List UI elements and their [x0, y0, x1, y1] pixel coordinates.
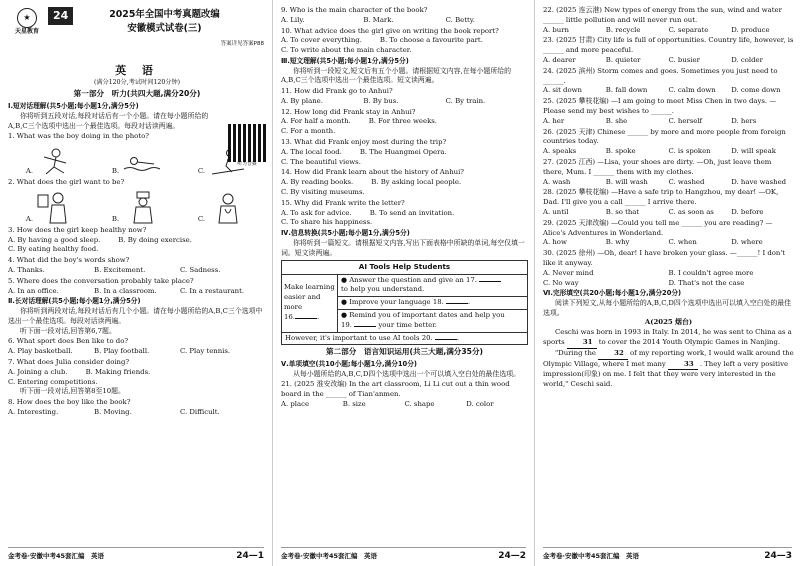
qr-note: 听力音频 [237, 162, 257, 167]
question-27: 27. (2025 江西) —Lisa, your shoes are dirty. —Oh, just leave them there, Mum. I ______ them with my clothes. [543, 157, 772, 176]
option-b[interactable]: B. To send an invitation. [369, 208, 455, 217]
table-text: ● Improve your language 18. [341, 298, 444, 307]
option-b[interactable]: B. spoke [605, 147, 636, 156]
question-23: 23. (2025 甘肃) City life is full of opportunities. Country life, however, is ______ and more peaceful. [543, 36, 794, 55]
question-2: 2. What does the girl want to be? [8, 178, 125, 187]
table-title: AI Tools Help Students [282, 261, 527, 274]
column-3 [535, 0, 800, 566]
question-29: 29. (2025 天津改编) —Could you tell me ______ you are reading? —Alice's Adventures in Wonderland. [543, 218, 773, 237]
question-24: 24. (2025 滨州) Storm comes and goes. Sometimes you just need to ______. [543, 66, 778, 85]
passage-paragraph-2 [543, 349, 794, 390]
option-a[interactable]: A. Never mind [543, 268, 594, 277]
table-row [282, 275, 527, 333]
question-4-options [8, 266, 266, 276]
question-15: 15. Why did Frank write the letter? [281, 198, 405, 207]
section-5-title: Ⅴ.单项填空(共10小题;每小题1分,满分10分) [281, 360, 417, 369]
option-b[interactable]: B. Excitement. [94, 266, 146, 275]
question-28-options [543, 208, 794, 218]
question-25: 25. (2025 攀枝花编) —I am going to meet Miss Chen in two days. —Please send my best wishes to ______. [543, 97, 777, 115]
option-c[interactable]: C. In a restaurant. [180, 286, 245, 295]
option-b[interactable]: B. Moving. [94, 407, 132, 416]
question-25-options [543, 117, 794, 127]
blank-16-label: 16. [284, 312, 295, 321]
option-b[interactable]: B. By bus. [363, 96, 399, 105]
option-a[interactable]: A. Thanks. [8, 266, 45, 275]
question-12: 12. How long did Frank stay in Anhui? [281, 107, 416, 116]
option-b[interactable]: B. For three weeks. [368, 117, 437, 126]
option-a[interactable]: A. By reading books. [281, 178, 354, 187]
option-c[interactable]: C. The beautiful views. [281, 157, 361, 166]
table-text: ● Remind you of important dates and help you [341, 310, 505, 319]
option-b[interactable]: B. fall down [605, 86, 648, 95]
option-a[interactable]: A. place [281, 400, 310, 409]
question-13-options [281, 148, 528, 158]
table-text: your time better. [378, 320, 437, 329]
option-a[interactable]: A. dearer [543, 55, 576, 64]
question-27-options [543, 178, 794, 188]
table-text: ● Answer the question and give an 17. [341, 275, 477, 284]
question-7: 7. What does Julia consider doing? [8, 357, 130, 366]
option-a[interactable]: A. To cover everything. [281, 36, 362, 45]
footer-text: 金考卷·安徽中考45套汇编 英语 [8, 552, 105, 560]
option-c[interactable]: C. For a month. [281, 127, 336, 136]
table-left-text: Make learning easier and more [284, 283, 335, 312]
section-2-title: Ⅱ.长对话理解(共5小题;每小题1分,满分5分) [8, 297, 141, 306]
option-a-image: A. [26, 147, 76, 177]
option-c[interactable]: C. when [668, 238, 697, 247]
passage-title: A(2025 烟台) [644, 318, 693, 327]
option-a[interactable]: A. Joining a club. [8, 367, 68, 376]
question-4: 4. What did the boy's words show? [8, 256, 130, 265]
question-1: 1. What was the boy doing in the photo? [8, 132, 149, 141]
option-d[interactable]: D. That's not the case [668, 278, 745, 287]
option-b-image: B. [112, 191, 162, 225]
page-number: 24—2 [498, 551, 526, 562]
option-a[interactable]: A. By having a good sleep. [8, 235, 101, 244]
section-1-title: Ⅰ.短对话理解(共5小题;每小题1分,满分5分) [8, 102, 139, 111]
question-8-options [8, 408, 266, 418]
header [8, 5, 266, 63]
option-a[interactable]: A. Interesting. [8, 407, 59, 416]
option-b[interactable]: B. Making friends. [85, 367, 151, 376]
question-22: 22. (2025 连云港) New types of energy from the sun, wind and water ______ little pollution and will never run out. [543, 6, 782, 24]
part-1-title: 第一部分 听力(共四大题,满分20分) [73, 89, 201, 99]
question-10: 10. What advice does the girl give on writing the book report? [281, 26, 499, 35]
question-3-options [8, 236, 266, 246]
option-c[interactable]: C. shape [404, 400, 435, 409]
passage-paragraph-1 [543, 328, 794, 349]
question-24-options [543, 86, 794, 96]
question-5-options [8, 287, 266, 297]
option-b[interactable]: B. Play football. [94, 347, 150, 356]
question-7-options [8, 368, 266, 378]
option-b[interactable]: B. quieter [605, 55, 641, 64]
question-28: 28. (2025 攀枝花编) —Have a safe trip to Hangzhou, my dear! —OK, Dad. I'll give you a call ______ I arrive there. [543, 188, 779, 207]
option-b[interactable]: B. she [605, 116, 628, 125]
section-2-sub1: 听下面一段对话,回答第6,7题。 [20, 326, 116, 335]
question-30-options [543, 269, 794, 279]
option-d[interactable]: D. before [731, 207, 764, 216]
qr-code-icon [228, 124, 266, 162]
question-15-options [281, 209, 528, 219]
question-6: 6. What sport does Ben like to do? [8, 337, 129, 346]
question-22-options [543, 26, 794, 36]
option-d[interactable]: D. have washed [731, 177, 787, 186]
blank-19-label: 19. [341, 320, 352, 329]
blank-17[interactable] [479, 281, 501, 282]
answer-reference: 答案详见答案P88 [220, 41, 264, 47]
question-10-options [281, 36, 528, 46]
option-c-image: C. [198, 147, 248, 177]
table-line [338, 275, 527, 298]
logo-text: 天星教育 [14, 28, 39, 35]
option-a[interactable]: A. Lily. [281, 15, 305, 24]
passage-text: "During the [555, 348, 596, 357]
section-6-title: Ⅵ.完形填空(共20小题;每小题1分,满分20分) [543, 289, 682, 298]
option-c[interactable]: C. Betty. [445, 15, 475, 24]
table-text: to help you understand. [341, 285, 425, 294]
option-a[interactable]: A. sit down [543, 86, 582, 95]
section-5-instructions: 从每小题所给的A,B,C,D四个选项中选出一个可以填入空白处的最佳选项。 [293, 369, 520, 378]
cook-icon [122, 191, 162, 225]
question-30-options-2 [543, 279, 794, 289]
option-c[interactable]: C. as soon as [668, 207, 714, 216]
section-4-instructions: 你将听到一篇短文。请根据短文内容,写出下面表格中所缺的单词,每空仅填一词。短文读两遍。 [281, 238, 525, 257]
option-c[interactable]: C. is spoken [668, 147, 711, 156]
teacher-icon [36, 191, 76, 225]
option-d[interactable]: D. produce [731, 25, 770, 34]
blank-18[interactable] [446, 303, 468, 304]
option-b[interactable]: B. The Huangmei Opera. [359, 147, 447, 156]
option-c[interactable]: C. herself [668, 116, 703, 125]
option-a[interactable]: A. The local food. [281, 147, 342, 156]
question-23-options [543, 56, 794, 66]
option-b[interactable]: B. so that [605, 207, 640, 216]
option-c[interactable]: C. No way [543, 278, 579, 287]
option-b[interactable]: B. To choose a favourite part. [379, 36, 483, 45]
option-b[interactable]: B. recycle [605, 25, 641, 34]
option-b[interactable]: B. size [342, 400, 366, 409]
column-2 [273, 0, 535, 566]
footer-3 [543, 547, 792, 563]
question-29-options [543, 238, 794, 248]
option-d[interactable]: D. color [466, 400, 494, 409]
option-a[interactable]: A. speaks [543, 147, 577, 156]
option-d[interactable]: D. will speak [731, 147, 776, 156]
blank-31[interactable]: 31 [567, 338, 597, 349]
passage-text: to cover the 2014 Youth Olympic Games in Nanjing. [598, 338, 781, 347]
passage-text: Ceschi was born in 1993 in Italy. In 2014, he was sent to China as a sports [543, 328, 792, 347]
option-a[interactable]: A. In an office. [8, 286, 59, 295]
subject-title: 英 语 [115, 64, 159, 77]
question-3: 3. How does the girl keep healthy now? [8, 225, 147, 234]
question-8: 8. How does the boy like the book? [8, 398, 131, 407]
question-30: 30. (2025 徐州) —Oh, dear! I have broken your glass. —______! I don't like it anyway. [543, 249, 786, 267]
question-6-options [8, 347, 266, 357]
publisher-logo [10, 8, 44, 37]
section-1-instructions: 你将听到五段对话,每段对话后有一个小题。请在每小题所给的A,B,C三个选项中选出一个最佳选项。每段对话读两遍。 [8, 111, 209, 130]
table-left-cell: Make learning easier and more 16. . [282, 275, 338, 332]
footer-2 [281, 547, 526, 563]
blank-19[interactable] [354, 326, 376, 327]
blank-20[interactable] [435, 339, 457, 340]
option-c[interactable]: C. By eating healthy food. [8, 245, 99, 254]
question-5: 5. Where does the conversation probably take place? [8, 276, 194, 285]
option-b[interactable]: B. By doing exercise. [118, 235, 192, 244]
paper-number: 24 [48, 7, 73, 25]
option-b[interactable]: B. In a classroom. [94, 286, 157, 295]
option-a[interactable]: A. To ask for advice. [281, 208, 352, 217]
option-d[interactable]: D. where [731, 238, 763, 247]
option-b[interactable]: B. I couldn't agree more [668, 268, 754, 277]
table-line: ● Improve your language 18. . [338, 297, 527, 310]
blank-33[interactable]: 33 [668, 360, 698, 371]
question-21-options [281, 400, 528, 410]
qr-code[interactable] [226, 124, 268, 169]
footer-1 [8, 547, 264, 563]
exam-meta: (满分120分,考试时间120分钟) [93, 78, 181, 86]
section-2-instructions: 你将听到两段对话,每段对话后有几个小题。请在每小题所给的A,B,C三个选项中选出一个最佳选项。每段对话读两遍。 [8, 306, 263, 325]
option-c[interactable]: C. Sadness. [180, 266, 221, 275]
option-d[interactable]: D. hers [731, 116, 757, 125]
option-c[interactable]: C. To write about the main character. [281, 46, 412, 55]
page-number: 24—3 [764, 551, 792, 562]
option-a[interactable]: A. Play basketball. [8, 347, 73, 356]
question-11: 11. How did Frank go to Anhui? [281, 87, 393, 96]
title-line-1: 2025年全国中考真题改编 [109, 9, 220, 20]
blank-16[interactable] [295, 318, 317, 319]
option-a[interactable]: A. wash [543, 177, 571, 186]
question-9-options [281, 16, 528, 26]
table-footer-text: However, it's important to use AI tools 20. [285, 333, 433, 342]
section-3-title: Ⅲ.短文理解(共5小题;每小题1分,满分5分) [281, 56, 409, 65]
option-b[interactable]: B. By asking local people. [371, 178, 462, 187]
swimming-icon [122, 147, 162, 177]
option-b[interactable]: B. why [605, 238, 630, 247]
option-d[interactable]: D. colder [731, 55, 763, 64]
option-c[interactable]: C. By train. [445, 96, 486, 105]
option-c[interactable]: C. separate [668, 25, 709, 34]
option-c[interactable]: C. calm down [668, 86, 716, 95]
section-4-title: Ⅳ.信息转换(共5小题;每小题1分,满分5分) [281, 229, 410, 238]
option-b[interactable]: B. will wash [605, 177, 648, 186]
option-c[interactable]: C. Difficult. [180, 407, 220, 416]
option-a[interactable]: A. For half a month. [281, 117, 351, 126]
question-26: 26. (2025 天津) Chinese ______ by more and more people from foreign countries today. [543, 127, 786, 146]
option-d[interactable]: D. come down [731, 86, 781, 95]
option-c[interactable]: C. Entering competitions. [8, 377, 98, 386]
option-c-image: C. [198, 191, 248, 225]
option-b-image: B. [112, 147, 162, 177]
option-a[interactable]: A. until [543, 207, 569, 216]
footer-text: 金考卷·安徽中考45套汇编 英语 [543, 552, 640, 560]
question-14-options [281, 178, 528, 188]
option-c[interactable]: C. washed [668, 177, 705, 186]
option-c[interactable]: C. By visiting museums. [281, 188, 365, 197]
section-3-instructions: 你将听到一段短文,短文后有五个小题。请根据短文内容,在每小题所给的A,B,C三个选项中选出一个最佳选项。短文读两遍。 [281, 66, 511, 85]
option-a[interactable]: A. her [543, 116, 565, 125]
option-a-image: A. [26, 191, 76, 225]
table-right-cell [338, 275, 527, 332]
passage-text: of my reporting work, I would walk around the Olympic Village, where I met many [543, 348, 794, 368]
option-a[interactable]: A. how [543, 238, 567, 247]
question-14: 14. How did Frank learn about the history of Anhui? [281, 168, 464, 177]
option-c[interactable]: C. Play tennis. [180, 347, 231, 356]
section-6-instructions: 阅读下列短文,从每小题所给的A,B,C,D四个选项中选出可以填入空白处的最佳选项。 [543, 298, 792, 317]
question-26-options [543, 147, 794, 157]
star-icon: ★ [17, 8, 37, 28]
option-a[interactable]: A. burn [543, 25, 569, 34]
passage-text: . They left a very positive impression(印象) on me. I felt that they were very interested in the world," Ceschi said. [543, 359, 789, 389]
question-2-images [8, 189, 266, 225]
question-11-options [281, 97, 528, 107]
option-b[interactable]: B. Mark. [363, 15, 394, 24]
table-footer: However, it's important to use AI tools 20. . [285, 333, 460, 342]
question-21: 21. (2025 淮安改编) In the art classroom, Li Li cut out a thin wood board in the ______ of Tian'anmen. [281, 380, 510, 399]
column-1 [0, 0, 273, 566]
page-number: 24—1 [236, 551, 264, 562]
blank-32[interactable]: 32 [598, 349, 628, 360]
section-2-sub2: 听下面一段对话,回答第8至10题。 [20, 387, 125, 396]
question-13: 13. What did Frank enjoy most during the trip? [281, 138, 447, 147]
footer-text: 金考卷·安徽中考45套汇编 英语 [281, 552, 378, 560]
skating-icon [36, 147, 76, 177]
question-9: 9. Who is the main character of the book? [281, 6, 428, 14]
option-a[interactable]: A. By plane. [281, 96, 323, 105]
table-line [338, 310, 527, 332]
info-table [281, 260, 528, 345]
part-2-title: 第二部分 语言知识运用(共三大题,满分35分) [325, 347, 484, 357]
title-line-2: 安徽模式试卷(三) [127, 23, 202, 34]
doctor-icon [208, 191, 248, 225]
question-12-options [281, 117, 528, 127]
option-c[interactable]: C. To share his happiness. [281, 218, 373, 227]
option-c[interactable]: C. busier [668, 55, 700, 64]
